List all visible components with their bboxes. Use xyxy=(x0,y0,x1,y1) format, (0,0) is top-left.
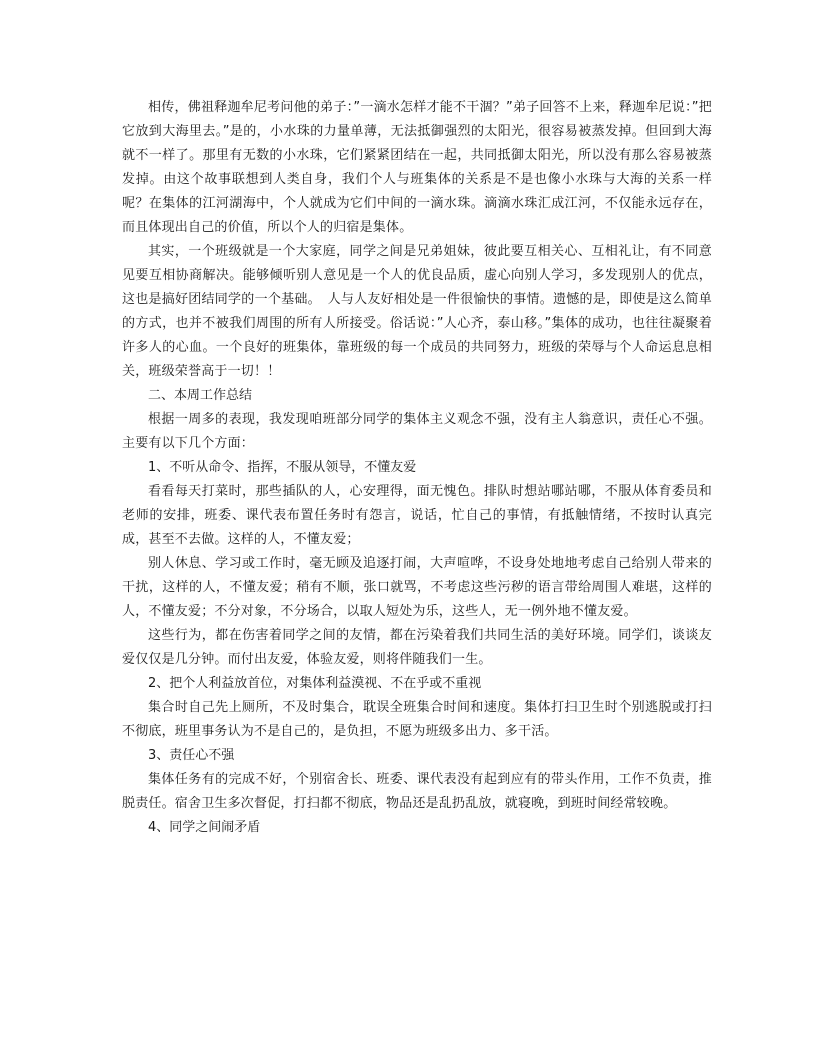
point-heading-1: 1、不听从命令、指挥，不服从领导，不懂友爱 xyxy=(148,460,417,475)
section-heading-weekly-summary: 二、本周工作总结 xyxy=(148,388,253,403)
paragraph-point-1b: 别人休息、学习或工作时，毫无顾及追逐打闹，大声喧哗，不设身处地地考虑自己给别人带来的干扰，这样的人，不懂友爱；稍有不顺，张口就骂，不考虑这些污秽的语言带给周围人难堪，这样的人，不懂友爱；不分对象，不分场合，以取人短处为乐，这些人，无一例外地不懂友爱。 xyxy=(122,556,712,619)
point-heading-2: 2、把个人利益放首位，对集体利益漠视、不在乎或不重视 xyxy=(148,676,482,691)
paragraph-overview: 根据一周多的表现，我发现咱班部分同学的集体主义观念不强，没有主人翁意识，责任心不强。主要有以下几个方面： xyxy=(122,412,712,451)
point-heading-4: 4、同学之间闹矛盾 xyxy=(148,820,261,835)
paragraph-point-1c: 这些行为，都在伤害着同学之间的友情，都在污染着我们共同生活的美好环境。同学们，谈谈友爱仅仅是几分钟。而付出友爱，体验友爱，则将伴随我们一生。 xyxy=(122,628,712,667)
paragraph-story: 相传，佛祖释迦牟尼考问他的弟子：”一滴水怎样才能不干涸？”弟子回答不上来，释迦牟尼说：”把它放到大海里去。”是的，小水珠的力量单薄，无法抵御强烈的太阳光，很容易被蒸发掉。但回到大海就不一样了。那里有无数的小水珠，它们紧紧团结在一起，共同抵御太阳光，所以没有那么容易被蒸发掉。由这个故事联想到人类自身，我们个人与班集体的关系是不是也像小水珠与大海的关系一样呢？在集体的江河湖海中，个人就成为它们中间的一滴水珠。滴滴水珠汇成江河，不仅能永远存在，而且体现出自己的价值，所以个人的归宿是集体。 xyxy=(122,100,712,235)
paragraph-point-1a: 看看每天打菜时，那些插队的人，心安理得，面无愧色。排队时想站哪站哪，不服从体育委员和老师的安排，班委、课代表布置任务时有怨言，说话，忙自己的事情，有抵触情绪，不按时认真完成，甚至不去做。这样的人，不懂友爱； xyxy=(122,484,712,547)
paragraph-point-3: 集体任务有的完成不好，个别宿舍长、班委、课代表没有起到应有的带头作用，工作不负责，推脱责任。宿舍卫生多次督促，打扫都不彻底，物品还是乱扔乱放，就寝晚，到班时间经常较晚。 xyxy=(122,772,712,811)
paragraph-point-2: 集合时自己先上厕所，不及时集合，耽误全班集合时间和速度。集体打扫卫生时个别逃脱或打扫不彻底，班里事务认为不是自己的，是负担，不愿为班级多出力、多干活。 xyxy=(122,700,712,739)
paragraph-class-family: 其实，一个班级就是一个大家庭，同学之间是兄弟姐妹，彼此要互相关心、互相礼让，有不同意见要互相协商解决。能够倾听别人意见是一个人的优良品质，虚心向别人学习，多发现别人的优点，这也是搞好团结同学的一个基础。 人与人友好相处是一件很愉快的事情。遗憾的是，即使是这么简单的方式，也并不被我们周围的所有人所接受。俗话说：”人心齐，泰山移。”集体的成功，也往往凝聚着许多人的心血。一个良好的班集体，靠班级的每一个成员的共同努力，班级的荣辱与个人命运息息相关，班级荣誉高于一切！！ xyxy=(122,244,712,379)
point-heading-3: 3、责任心不强 xyxy=(148,748,235,763)
